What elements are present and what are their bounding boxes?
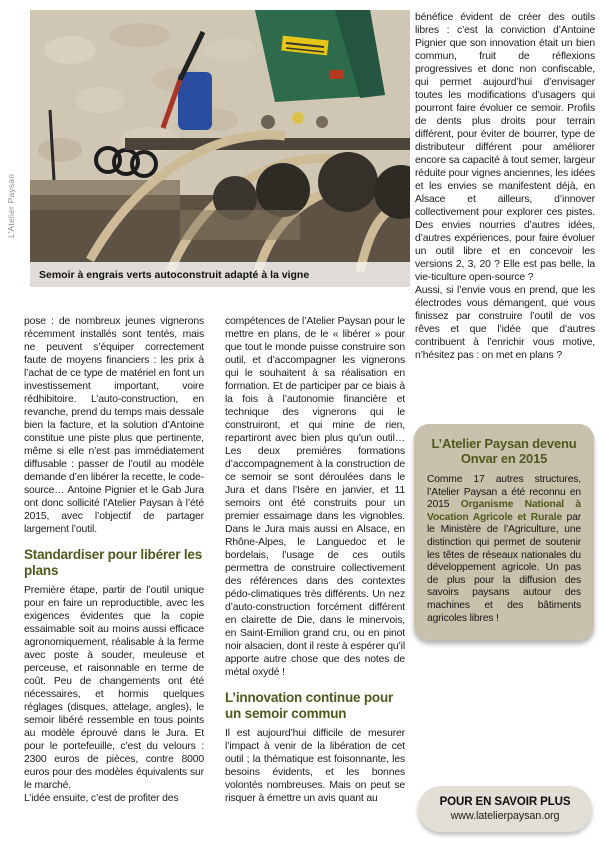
body-paragraph: compétences de l’Atelier Paysan pour le mettre en plans, de le « libérer » pour que tout le monde puisse construire son outil, et d’accompagner les vignerons qui le souhaitent à sa réalisation en formation. Et de participer par ce biais à la fois à l’autonomie financière et technique des vignerons qui le construiront, et qui mine de rien, repartiront avec bien plus qu’un outil… Les deux premières formations d’accompagnement à la construction de ce semoir se sont déroulées dans le Jura et dans l’Isère en janvier, et 11 semoirs ont été construits pour un premier essaimage dans les vignobles. Dans le Jura mais aussi en Alsace, en Rhône-Alpes, le Languedoc et le bordelais, l’usage de ces outils permettra de construire collectivement des références dans des contextes pédo-climatiques très différents. Un nez d’auto-construction forcément différent en clairette de Die, dans le minervois, en Saint-Emilion grand cru, ou en pinot noir alsacien, dont il reste à espérer qu’il apporte autre chose que des notes de métal oxydé ! [225, 316, 405, 678]
sidebar-box-title: L’Atelier Paysan devenu Onvar en 2015 [431, 436, 577, 466]
body-paragraph: Il est aujourd’hui difficile de mesurer l’impact à venir de la libération de cet outil ; la thématique est foisonnante, les besoins évidents, et les bonnes volontés nombreuses. Mais on peut se risquer à émettre un avis quant au [225, 728, 405, 804]
column-right [415, 11, 595, 411]
column-middle [225, 315, 405, 847]
section-heading-standardiser: Standardiser pour libérer les plans [24, 547, 203, 578]
more-info-title: POUR EN SAVOIR PLUS [439, 796, 571, 808]
column-left [24, 315, 204, 847]
photo-caption: Semoir à engrais verts autoconstruit adapté à la vigne [30, 262, 410, 287]
sidebar-info-box [414, 424, 594, 640]
more-info-pill [418, 786, 592, 832]
photo-credit: L’Atelier Paysan [6, 173, 16, 238]
body-paragraph: Aussi, si l’envie vous en prend, que les électrodes vous démangent, que vous finissez par construire l’outil de vos rêves et que l’idée que d’autres contribuent à l’enrichir vous motive, n’hésitez pas : on met en plans ? [415, 285, 595, 361]
body-paragraph: L’idée ensuite, c’est de profiter des [24, 793, 179, 804]
photo-toolbar-beam [125, 138, 410, 150]
body-paragraph: pose : de nombreux jeunes vignerons récemment installés sont tentés, mais ne peuvent s’équiper correctement faute de moyens financiers : les prix à l’achat de ce type de matériel en font un investissement important, voire rédhibitoire. L’auto-construction, en revanche, prend du temps mais dessale bien la facture, et la solution d’Antoine constitue une piste plus que pertinente, même si elle n’est pas immédiatement diffusable : passer de l’outil au modèle demande d’en libérer la recette, le code-source… Antoine Pignier et le Gab Jura ont donc sollicité l’Atelier Paysan à l’été 2015, avec l’objectif de partager largement l’outil. [24, 316, 204, 535]
sidebar-box-body [427, 474, 581, 625]
photo-illustration [30, 10, 410, 287]
section-heading-innovation: L’innovation continue pour un semoir commun [225, 690, 394, 721]
photo-blue-container [178, 72, 212, 130]
body-paragraph: Première étape, partir de l’outil unique pour en faire un reproductible, avec les exigences évidentes que la copie essaimable soit au moins aussi efficace agronomiquement, réalisable à la ferme avec poste à souder, meuleuse et perceuse, et raisonnable en terme de coût. Peu de changements ont été nécessaires, et hormis quelques réglages (disques, attelage, angles), le semoir libéré ressemble en tous points au modèle éprouvé dans le Jura. Et pour le portefeuille, c’est du velours : 2300 euros de pièces, contre 8000 euros pour des modèles équivalents sur le marché. [24, 585, 204, 791]
article-photo [30, 10, 410, 287]
sidebar-box-highlight: Organisme National à Vocation Agricole et Rurale [427, 499, 581, 523]
sidebar-box-text: par le Ministère de l’Agriculture, une distinction qui permet de soutenir les têtes de réseaux nationales du développement agricole. Un pas de plus pour la diffusion des savoirs paysans autour des machines et des bâtiments agricoles libres ! [427, 511, 581, 624]
sidebar-box-text: Comme 17 autres structures, l’Atelier Paysan a été reconnu en 2015 [427, 474, 581, 511]
body-paragraph: bénéfice évident de créer des outils libres : c’est la conviction d’Antoine Pignier que son innovation était un bien commun, fruit de réflexions progressives et donc non confiscable, qui permet aujourd’hui d’envisager toutes les modifications d’usagers qui pourront faire évoluer ce semoir. Profils de dents plus droits pour terrain différent, pour éviter de bourrer, type de distributeur différent pour améliorer encore sa capacité à tout semer, largeur réduite pour vignes anciennes, les idées et les envies se manifestent déjà, en Alsace et ailleurs, d’innover collectivement pour explorer ces pistes. Des envies nourries d’autres idées, d’autres expériences, pour faire évoluer un outil libre et en concevoir les versions 2, 3, 20 ? Elle est pas belle, la vie-ticulture open-source ? [415, 12, 595, 283]
website-link[interactable]: www.latelierpaysan.org [450, 810, 560, 822]
